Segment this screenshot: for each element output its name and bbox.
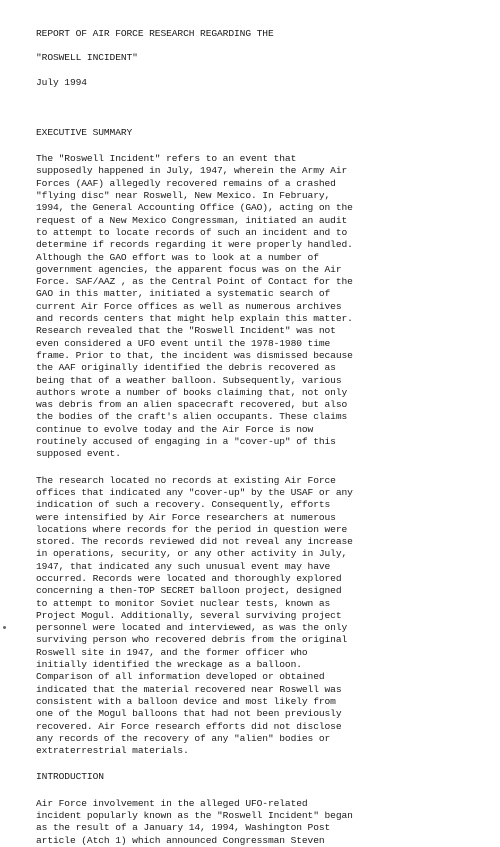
text-line: Project Mogul. Additionally, several surviving project: [36, 609, 342, 621]
text-line: GAO in this matter, initiated a systematic search of: [36, 288, 331, 300]
text-line: even considered a UFO event until the 1978-1980 time: [36, 337, 331, 349]
text-line: Roswell site in 1947, and the former officer who: [36, 646, 308, 658]
text-line: any records of the recovery of any "alien" bodies or: [36, 732, 331, 744]
text-line: were intensified by Air Force researchers at numerous: [36, 511, 336, 523]
text-line: offices that indicated any "cover-up" by the USAF or any: [36, 486, 353, 498]
text-line: determine if records regarding it were properly handled.: [36, 239, 353, 251]
report-date: July 1994: [36, 76, 87, 88]
scan-speck: [3, 626, 6, 629]
introduction-heading: INTRODUCTION: [36, 771, 104, 783]
text-line: "flying disc" near Roswell, New Mexico. In February,: [36, 190, 331, 202]
text-line: supposed event.: [36, 448, 121, 460]
text-line: initially identified the wreckage as a balloon.: [36, 659, 302, 671]
text-line: continue to evolve today and the Air Force is now: [36, 423, 314, 435]
text-line: being that of a weather balloon. Subsequently, various: [36, 374, 342, 386]
text-line: supposedly happened in July, 1947, wherein the Army Air: [36, 165, 348, 177]
text-line: incident popularly known as the "Roswell Incident" began: [36, 810, 353, 822]
text-line: surviving person who recovered debris from the original: [36, 634, 348, 646]
text-line: Research revealed that the "Roswell Incident" was not: [36, 325, 336, 337]
text-line: extraterrestrial materials.: [36, 745, 189, 757]
text-line: 1994, the General Accounting Office (GAO), acting on the: [36, 202, 353, 214]
text-line: to attempt to locate records of such an incident and to: [36, 226, 348, 238]
text-line: as the result of a January 14, 1994, Washington Post: [36, 822, 331, 834]
text-line: The research located no records at existing Air Force: [36, 474, 336, 486]
text-line: request of a New Mexico Congressman, initiated an audit: [36, 214, 348, 226]
executive-summary-heading: EXECUTIVE SUMMARY: [36, 126, 133, 138]
text-line: frame. Prior to that, the incident was dismissed because: [36, 349, 353, 361]
text-line: locations where records for the period in question were: [36, 523, 348, 535]
report-header: [36, 28, 476, 89]
text-line: the AAF originally identified the debris recovered as: [36, 362, 336, 374]
text-line: Although the GAO effort was to look at a number of: [36, 251, 319, 263]
text-line: stored. The records reviewed did not reveal any increase: [36, 536, 353, 548]
text-line: consistent with a balloon device and most likely from: [36, 695, 336, 707]
text-line: article (Atch 1) which announced Congressman Steven: [36, 834, 325, 846]
text-line: Forces (AAF) allegedly recovered remains of a crashed: [36, 177, 336, 189]
text-line: indicated that the material recovered near Roswell was: [36, 683, 342, 695]
text-line: authors wrote a number of books claiming that, not only: [36, 386, 348, 398]
text-line: current Air Force offices as well as numerous archives: [36, 300, 342, 312]
text-line: the bodies of the craft's alien occupants. These claims: [36, 411, 348, 423]
text-line: to attempt to monitor Soviet nuclear tests, known as: [36, 597, 331, 609]
introduction-paragraph-1: [36, 798, 476, 847]
report-title-line-1: REPORT OF AIR FORCE RESEARCH REGARDING THE: [36, 28, 274, 39]
text-line: personnel were located and interviewed, as was the only: [36, 622, 348, 634]
text-line: was debris from an alien spacecraft recovered, but also: [36, 399, 348, 411]
text-line: recovered. Air Force research efforts did not disclose: [36, 720, 342, 732]
text-line: routinely accused of engaging in a "cover-up" of this: [36, 436, 336, 448]
report-title-line-2: "ROSWELL INCIDENT": [36, 52, 138, 64]
document-page: [36, 28, 476, 847]
text-line: and records centers that might help explain this matter.: [36, 313, 353, 325]
text-line: occurred. Records were located and thoroughly explored: [36, 572, 342, 584]
text-line: government agencies, the apparent focus was on the Air: [36, 263, 342, 275]
text-line: The "Roswell Incident" refers to an event that: [36, 153, 297, 165]
text-line: concerning a then-TOP SECRET balloon project, designed: [36, 585, 342, 597]
text-line: Air Force involvement in the alleged UFO-related: [36, 797, 308, 809]
text-line: one of the Mogul balloons that had not been previously: [36, 708, 342, 720]
text-line: in operations, security, or any other activity in July,: [36, 548, 348, 560]
executive-summary-paragraph-2: [36, 475, 476, 758]
text-line: Force. SAF/AAZ , as the Central Point of Contact for the: [36, 276, 353, 288]
executive-summary-paragraph-1: [36, 153, 476, 460]
text-line: Comparison of all information developed or obtained: [36, 671, 325, 683]
text-line: 1947, that indicated any such unusual event may have: [36, 560, 331, 572]
text-line: indication of such a recovery. Consequently, efforts: [36, 499, 331, 511]
